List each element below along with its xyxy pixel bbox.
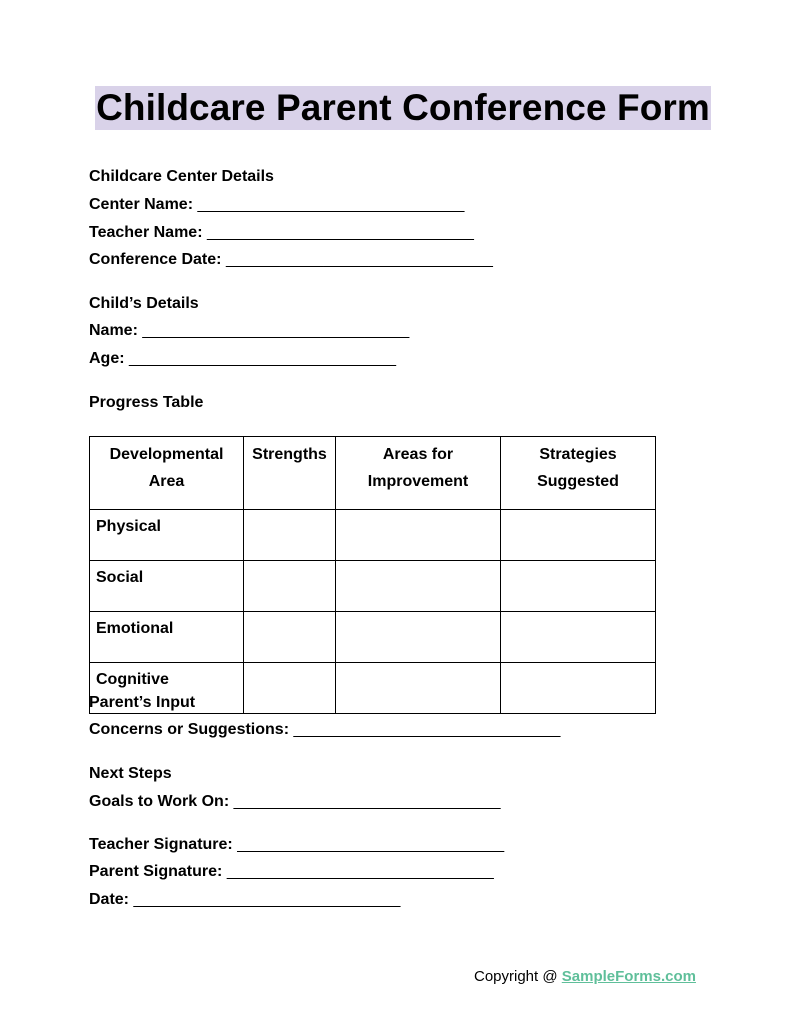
- table-cell[interactable]: [336, 510, 501, 561]
- concerns-field[interactable]: [89, 720, 560, 740]
- teacher-name-blank[interactable]: ______________________________: [206, 224, 474, 241]
- parent-input-heading: Parent’s Input: [89, 694, 196, 711]
- table-cell[interactable]: [336, 663, 501, 714]
- column-header: Strengths: [244, 437, 336, 510]
- goals-label: Goals to Work On:: [89, 793, 230, 810]
- table-cell[interactable]: [501, 663, 656, 714]
- column-header: Strategies Suggested: [501, 437, 656, 510]
- footer: [474, 967, 696, 987]
- progress-table: [89, 436, 656, 714]
- page-title: Childcare Parent Conference Form: [96, 87, 710, 128]
- child-details-heading: Child’s Details: [89, 295, 199, 312]
- table-cell[interactable]: [336, 612, 501, 663]
- teacher-name-field[interactable]: [89, 223, 474, 243]
- teacher-signature-blank[interactable]: ______________________________: [237, 836, 505, 853]
- parent-signature-blank[interactable]: ______________________________: [226, 863, 494, 880]
- center-name-blank[interactable]: ______________________________: [197, 196, 465, 213]
- progress-table-heading: Progress Table: [89, 394, 204, 411]
- table-header-row: [90, 437, 656, 510]
- table-cell[interactable]: [501, 561, 656, 612]
- table-cell[interactable]: [244, 510, 336, 561]
- next-steps-heading: Next Steps: [89, 765, 172, 782]
- table-cell[interactable]: [244, 663, 336, 714]
- center-name-label: Center Name:: [89, 196, 194, 213]
- table-cell[interactable]: [244, 612, 336, 663]
- copyright-text: Copyright @: [474, 968, 562, 985]
- table-cell[interactable]: [501, 612, 656, 663]
- row-label: Physical: [90, 510, 244, 561]
- child-age-blank[interactable]: ______________________________: [129, 350, 396, 367]
- title-wrap: [0, 86, 806, 130]
- table-row: [90, 612, 656, 663]
- date-label: Date:: [89, 891, 130, 908]
- column-header: Developmental Area: [90, 437, 244, 510]
- concerns-label: Concerns or Suggestions:: [89, 721, 290, 738]
- table-cell[interactable]: [244, 561, 336, 612]
- goals-field[interactable]: [89, 792, 501, 812]
- table-cell[interactable]: [336, 561, 501, 612]
- teacher-name-label: Teacher Name:: [89, 224, 203, 241]
- child-name-label: Name:: [89, 322, 138, 339]
- parent-signature-label: Parent Signature:: [89, 863, 223, 880]
- column-header: Areas for Improvement: [336, 437, 501, 510]
- center-details-heading: Childcare Center Details: [89, 168, 274, 185]
- date-blank[interactable]: ______________________________: [133, 891, 401, 908]
- conference-date-field[interactable]: [89, 250, 493, 270]
- date-field[interactable]: [89, 890, 400, 910]
- child-age-field[interactable]: [89, 349, 396, 369]
- row-label: Emotional: [90, 612, 244, 663]
- row-label: Cognitive: [90, 663, 244, 714]
- conference-date-label: Conference Date:: [89, 251, 222, 268]
- brand-link[interactable]: SampleForms.com: [561, 968, 696, 985]
- table-cell[interactable]: [501, 510, 656, 561]
- teacher-signature-field[interactable]: [89, 835, 504, 855]
- conference-date-blank[interactable]: ______________________________: [225, 251, 493, 268]
- child-name-blank[interactable]: ______________________________: [142, 322, 410, 339]
- row-label: Social: [90, 561, 244, 612]
- table-row: [90, 561, 656, 612]
- teacher-signature-label: Teacher Signature:: [89, 836, 233, 853]
- goals-blank[interactable]: ______________________________: [233, 793, 501, 810]
- child-name-field[interactable]: [89, 321, 409, 341]
- table-row: [90, 510, 656, 561]
- concerns-blank[interactable]: ______________________________: [293, 721, 561, 738]
- center-name-field[interactable]: [89, 195, 464, 215]
- parent-signature-field[interactable]: [89, 862, 494, 882]
- child-age-label: Age:: [89, 350, 125, 367]
